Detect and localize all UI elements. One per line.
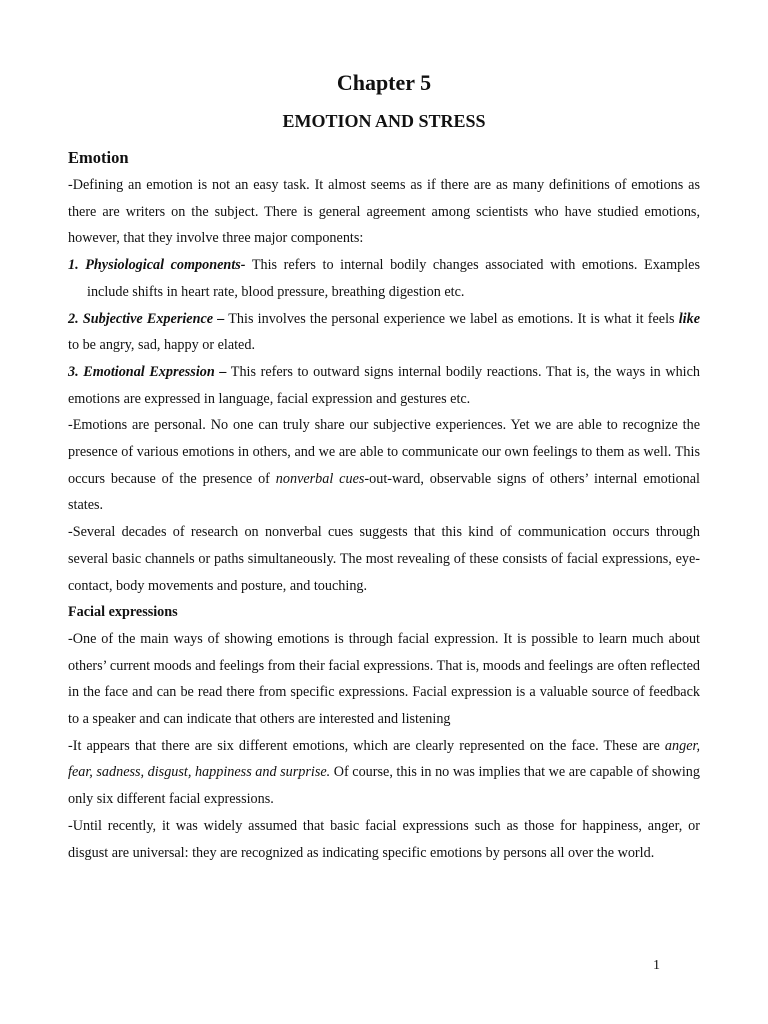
component-label: 2. Subjective Experience – bbox=[68, 310, 225, 327]
paragraph-personal bbox=[68, 412, 700, 519]
chapter-title: Chapter 5 bbox=[336, 70, 432, 95]
component-physiological bbox=[68, 252, 700, 305]
component-expression bbox=[68, 359, 700, 412]
component-label: 1. Physiological components- bbox=[68, 257, 246, 274]
paragraph-definition: -Defining an emotion is not an easy task. It almost seems as if there are as many definitions of emotions as there are writers on the subject. There is general agreement among scientists who have studied emotions, however, that they involve three major components: bbox=[68, 177, 700, 247]
text-run: -out-ward, observable signs of others’ internal emotional states. bbox=[68, 470, 701, 514]
page-number: 1 bbox=[653, 958, 660, 973]
emphasis-text: like bbox=[678, 310, 700, 327]
component-subjective bbox=[68, 306, 700, 359]
paragraph-channels: -Several decades of research on nonverbal cues suggests that this kind of communication occurs through several basic channels or paths simultaneously. The most revealing of these consists of facial expressions, eye-contact, body movements and posture, and touching. bbox=[68, 524, 700, 594]
component-text: This refers to internal bodily changes associated with emotions. Examples include shifts in heart rate, blood pressure, breathing digestion etc. bbox=[87, 257, 700, 300]
emphasis-text: nonverbal cues bbox=[275, 470, 365, 487]
emphasis-text: anger, fear, sadness, disgust, happiness and surprise. bbox=[68, 737, 700, 781]
component-text: This refers to outward signs internal bodily reactions. That is, the ways in which emotions are expressed in language, facial expression and gestures etc. bbox=[68, 363, 701, 407]
paragraph-six-emotions bbox=[68, 733, 700, 813]
subheading-facial-expressions: Facial expressions bbox=[68, 604, 178, 621]
component-label: 3. Emotional Expression – bbox=[68, 363, 227, 380]
section-heading: Emotion bbox=[68, 148, 129, 167]
component-text: to be angry, sad, happy or elated. bbox=[68, 337, 255, 354]
text-run: -Emotions are personal. No one can truly share our subjective experiences. Yet we are able to recognize the presence of various emotions in others, and we are able to communicate our own feelings to them as well. This occurs because of the presence of bbox=[68, 417, 700, 487]
paragraph-facial: -One of the main ways of showing emotions is through facial expression. It is possible to learn much about others’ current moods and feelings from their facial expressions. That is, moods and feelings are often reflected in the face and can be read there from specific expressions. Facial expression is a valuable source of feedback to a speaker and can indicate that others are interested and listening bbox=[68, 630, 700, 728]
body-text bbox=[68, 146, 700, 866]
component-text: This involves the personal experience we label as emotions. It is what it feels bbox=[224, 310, 679, 327]
text-run: Of course, this in no was implies that we are capable of showing only six different facial expressions. bbox=[68, 764, 700, 808]
text-run: -It appears that there are six different emotions, which are clearly represented on the face. These are bbox=[68, 737, 665, 754]
paragraph-universal: -Until recently, it was widely assumed that basic facial expressions such as those for happiness, anger, or disgust are universal: they are recognized as indicating specific emotions by persons all over the world. bbox=[68, 817, 700, 861]
chapter-subtitle: EMOTION AND STRESS bbox=[282, 111, 486, 131]
